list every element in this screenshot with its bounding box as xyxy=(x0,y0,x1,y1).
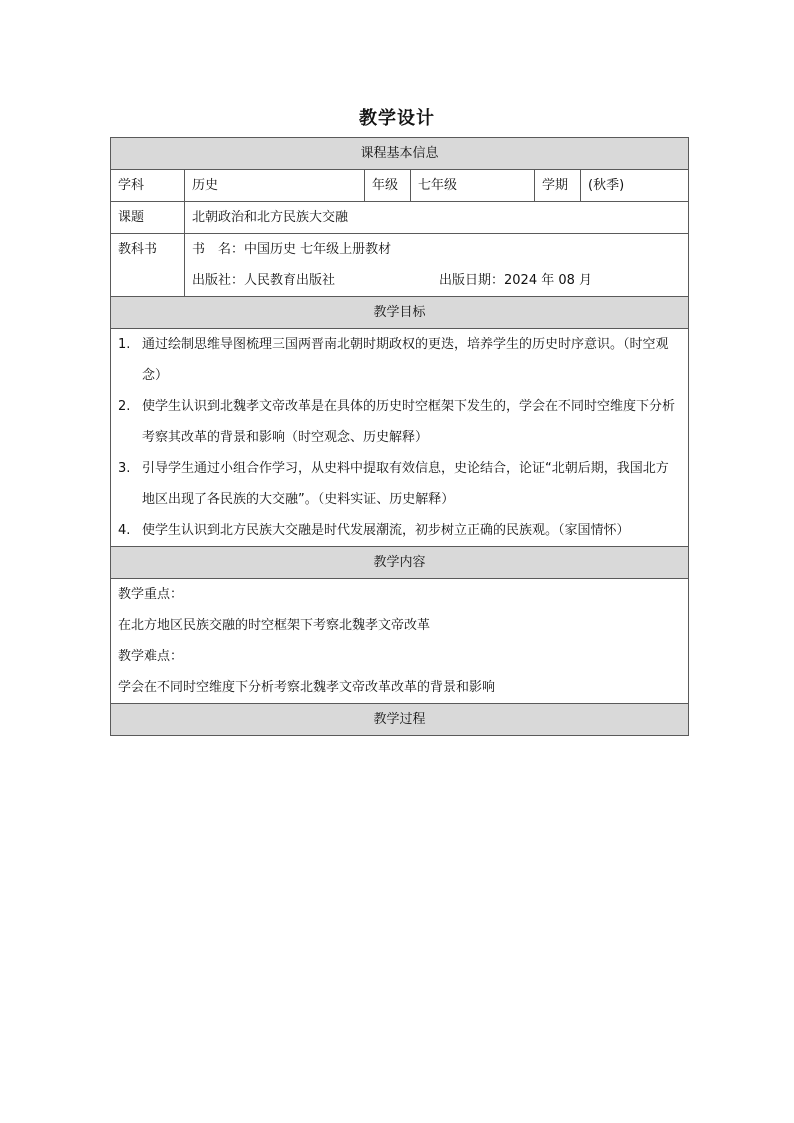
topic-row xyxy=(111,202,689,234)
content-body xyxy=(111,579,689,704)
objective-text: 引导学生通过小组合作学习，从史料中提取有效信息，史论结合，论证“北朝后期，我国北方地区出现了各民族的大交融”。（史料实证、历史解释） xyxy=(142,461,669,507)
textbook-label: 教科书 xyxy=(118,242,158,257)
publisher: 出版社：人民教育出版社 xyxy=(192,273,336,288)
term-label: 学期 xyxy=(535,170,581,202)
objective-text: 使学生认识到北魏孝文帝改革是在具体的历史时空框架下发生的，学会在不同时空维度下分析考察其改革的背景和影响（时空观念、历史解释） xyxy=(142,399,676,445)
objective-number: 3. xyxy=(118,461,131,476)
objective-item xyxy=(118,515,681,546)
difficulty-text: 学会在不同时空维度下分析考察北魏孝文帝改革改革的背景和影响 xyxy=(118,680,496,695)
document-title: 教学设计 xyxy=(359,108,435,129)
grade-label: 年级 xyxy=(365,170,411,202)
objectives-header: 教学目标 xyxy=(111,297,689,329)
objectives-row xyxy=(111,329,689,547)
objective-number: 1. xyxy=(118,337,131,352)
content-header: 教学内容 xyxy=(111,547,689,579)
objective-item xyxy=(118,453,681,515)
objective-item xyxy=(118,391,681,453)
process-header: 教学过程 xyxy=(111,704,689,736)
content-row xyxy=(111,579,689,704)
publication-date: 出版日期：2024 年 08 月 xyxy=(439,273,593,288)
publisher-line xyxy=(192,265,681,296)
term-value: (秋季) xyxy=(581,170,689,202)
basic-info-header-row xyxy=(111,138,689,170)
textbook-info xyxy=(185,234,689,297)
topic-value: 北朝政治和北方民族大交融 xyxy=(185,202,689,234)
objective-number: 2. xyxy=(118,399,131,414)
content-header-row xyxy=(111,547,689,579)
basic-info-header: 课程基本信息 xyxy=(111,138,689,170)
subject-value: 历史 xyxy=(185,170,365,202)
objective-text: 使学生认识到北方民族大交融是时代发展潮流，初步树立正确的民族观。（家国情怀） xyxy=(142,523,630,538)
objective-text: 通过绘制思维导图梳理三国两晋南北朝时期政权的更迭，培养学生的历史时序意识。（时空观念） xyxy=(142,337,669,383)
lesson-plan-table xyxy=(110,137,689,736)
objective-number: 4. xyxy=(118,523,131,538)
grade-value: 七年级 xyxy=(411,170,535,202)
textbook-row xyxy=(111,234,689,297)
difficulty-label: 教学难点： xyxy=(118,649,184,664)
subject-row xyxy=(111,170,689,202)
objectives-list xyxy=(111,329,689,547)
objectives-header-row xyxy=(111,297,689,329)
topic-label: 课题 xyxy=(111,202,185,234)
book-name: 书 名：中国历史 七年级上册教材 xyxy=(192,242,392,257)
key-points-text: 在北方地区民族交融的时空框架下考察北魏孝文帝改革 xyxy=(118,618,431,633)
objective-item xyxy=(118,329,681,391)
process-header-row xyxy=(111,704,689,736)
key-points-label: 教学重点： xyxy=(118,587,184,602)
subject-label: 学科 xyxy=(111,170,185,202)
